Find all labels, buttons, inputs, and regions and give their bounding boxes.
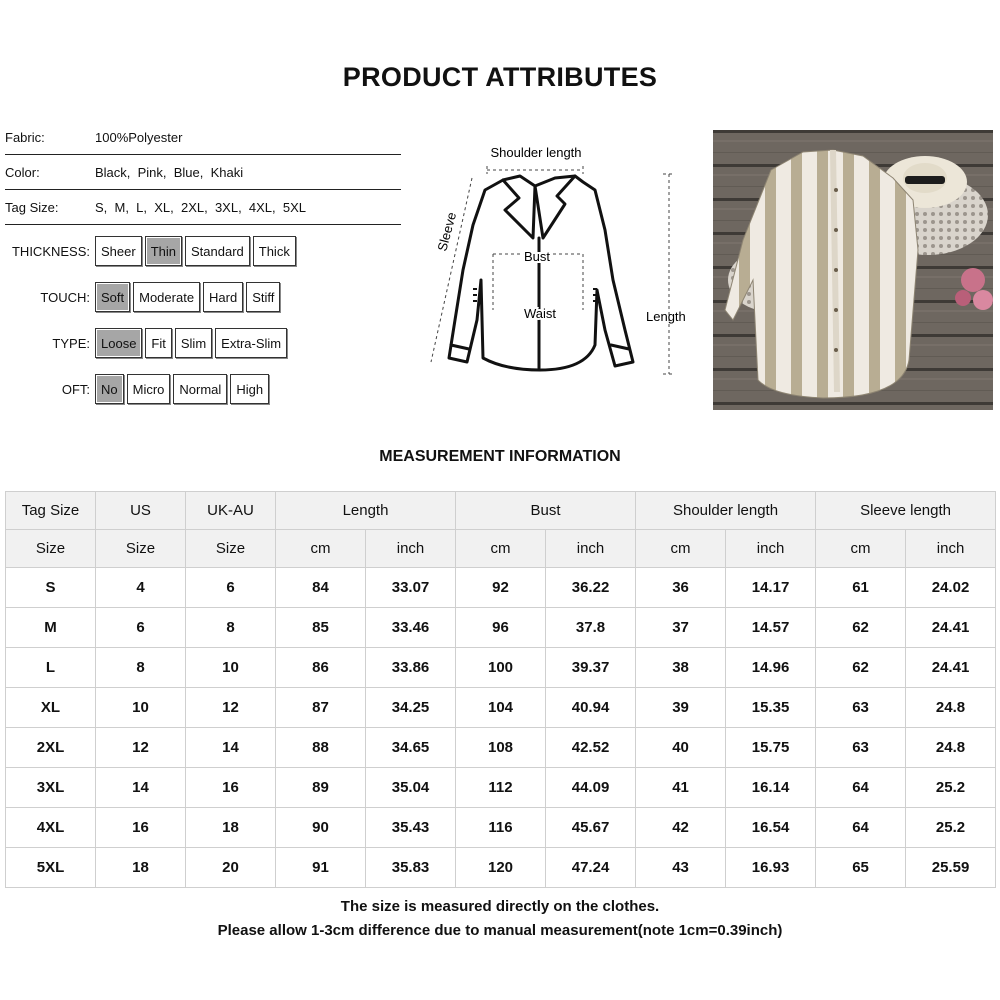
table-cell: 40.94 <box>546 688 636 728</box>
shirt-outline-icon <box>415 130 705 390</box>
table-cell: 24.41 <box>906 608 996 648</box>
table-cell: 33.46 <box>366 608 456 648</box>
table-cell: 20 <box>186 848 276 888</box>
table-row <box>6 568 996 608</box>
header-cell: UK-AU <box>186 492 276 530</box>
table-cell: 85 <box>276 608 366 648</box>
table-row <box>6 848 996 888</box>
table-cell: 87 <box>276 688 366 728</box>
table-cell: 35.83 <box>366 848 456 888</box>
label-sleeve: Sleeve <box>434 210 460 253</box>
page-title: PRODUCT ATTRIBUTES <box>342 62 658 92</box>
subheader-cell: Size <box>186 530 276 568</box>
table-cell: 43 <box>636 848 726 888</box>
table-cell: 89 <box>276 768 366 808</box>
table-subheader-row <box>6 530 996 568</box>
subheader-cell: inch <box>366 530 456 568</box>
scale-label: TOUCH: <box>40 289 90 305</box>
subheader-cell: inch <box>906 530 996 568</box>
table-cell: 4 <box>96 568 186 608</box>
label-bust: Bust <box>523 249 551 264</box>
table-cell: 63 <box>816 728 906 768</box>
table-cell: 16 <box>96 808 186 848</box>
option-extra-slim: Extra-Slim <box>215 328 287 358</box>
table-cell: 64 <box>816 768 906 808</box>
table-cell: 65 <box>816 848 906 888</box>
table-cell: 3XL <box>6 768 96 808</box>
table-row <box>6 608 996 648</box>
table-cell: 14.57 <box>726 608 816 648</box>
table-cell: 12 <box>96 728 186 768</box>
attr-value: 100%Polyester <box>95 129 183 145</box>
subheader-cell: cm <box>456 530 546 568</box>
table-cell: 18 <box>96 848 186 888</box>
table-cell: 35.43 <box>366 808 456 848</box>
table-cell: 24.41 <box>906 648 996 688</box>
scale-label: OFT: <box>61 381 90 397</box>
label-shoulder: Shoulder length <box>490 145 582 160</box>
product-photo <box>713 130 993 410</box>
table-row <box>6 728 996 768</box>
table-cell: 25.2 <box>906 768 996 808</box>
scale-thickness <box>5 236 299 266</box>
option-moderate: Moderate <box>133 282 200 312</box>
label-waist: Waist <box>523 306 557 321</box>
table-cell: 33.07 <box>366 568 456 608</box>
table-cell: L <box>6 648 96 688</box>
table-cell: 14 <box>186 728 276 768</box>
header-cell: Sleeve length <box>816 492 996 530</box>
table-cell: 39 <box>636 688 726 728</box>
table-cell: 25.59 <box>906 848 996 888</box>
table-cell: 18 <box>186 808 276 848</box>
table-cell: 45.67 <box>546 808 636 848</box>
table-cell: 14 <box>96 768 186 808</box>
attr-color <box>5 155 401 190</box>
scale-type <box>5 328 290 358</box>
option-soft: Soft <box>95 282 130 312</box>
table-cell: 62 <box>816 648 906 688</box>
table-cell: 42.52 <box>546 728 636 768</box>
product-photo-image <box>713 130 993 410</box>
note-line-2: Please allow 1-3cm difference due to manual measurement(note 1cm=0.39inch) <box>217 922 783 939</box>
table-cell: 35.04 <box>366 768 456 808</box>
table-row <box>6 648 996 688</box>
option-high: High <box>230 374 269 404</box>
table-cell: 100 <box>456 648 546 688</box>
table-cell: 42 <box>636 808 726 848</box>
table-cell: 90 <box>276 808 366 848</box>
table-body <box>6 568 996 888</box>
option-normal: Normal <box>173 374 227 404</box>
table-cell: 34.65 <box>366 728 456 768</box>
scale-label: TYPE: <box>52 335 90 351</box>
size-chart-table <box>5 491 996 888</box>
table-cell: 37.8 <box>546 608 636 648</box>
table-cell: 15.75 <box>726 728 816 768</box>
table-header-row <box>6 492 996 530</box>
subheader-cell: cm <box>816 530 906 568</box>
option-loose: Loose <box>95 328 142 358</box>
table-cell: 92 <box>456 568 546 608</box>
table-cell: 88 <box>276 728 366 768</box>
table-cell: M <box>6 608 96 648</box>
header-cell: Bust <box>456 492 636 530</box>
table-row <box>6 808 996 848</box>
table-cell: 64 <box>816 808 906 848</box>
scale-label: THICKNESS: <box>11 243 90 259</box>
subheader-cell: cm <box>276 530 366 568</box>
table-cell: S <box>6 568 96 608</box>
table-cell: 36 <box>636 568 726 608</box>
table-cell: 16.54 <box>726 808 816 848</box>
subheader-cell: inch <box>726 530 816 568</box>
table-cell: 14.96 <box>726 648 816 688</box>
label-length: Length <box>646 309 686 324</box>
subheader-cell: Size <box>6 530 96 568</box>
table-cell: 15.35 <box>726 688 816 728</box>
option-slim: Slim <box>175 328 212 358</box>
note-line-1: The size is measured directly on the clothes. <box>340 898 660 915</box>
garment-diagram <box>415 130 705 390</box>
option-no: No <box>95 374 124 404</box>
table-cell: 47.24 <box>546 848 636 888</box>
table-cell: 108 <box>456 728 546 768</box>
table-cell: 5XL <box>6 848 96 888</box>
attr-tag-size <box>5 190 401 225</box>
table-cell: 8 <box>186 608 276 648</box>
table-cell: 10 <box>96 688 186 728</box>
attr-label: Fabric: <box>5 129 45 145</box>
table-cell: 84 <box>276 568 366 608</box>
table-cell: 24.8 <box>906 728 996 768</box>
option-hard: Hard <box>203 282 243 312</box>
table-cell: 4XL <box>6 808 96 848</box>
subheader-cell: inch <box>546 530 636 568</box>
option-stiff: Stiff <box>246 282 280 312</box>
table-cell: 120 <box>456 848 546 888</box>
table-cell: 14.17 <box>726 568 816 608</box>
attr-value: S, M, L, XL, 2XL, 3XL, 4XL, 5XL <box>95 199 307 215</box>
table-cell: 37 <box>636 608 726 648</box>
table-cell: 2XL <box>6 728 96 768</box>
scale-oft <box>5 374 272 404</box>
table-cell: 38 <box>636 648 726 688</box>
table-cell: 96 <box>456 608 546 648</box>
table-cell: 16.14 <box>726 768 816 808</box>
subheader-cell: cm <box>636 530 726 568</box>
subheader-cell: Size <box>96 530 186 568</box>
table-cell: 33.86 <box>366 648 456 688</box>
table-cell: 34.25 <box>366 688 456 728</box>
attr-label: Color: <box>5 164 40 180</box>
attr-label: Tag Size: <box>5 199 59 215</box>
measurement-title: MEASUREMENT INFORMATION <box>379 448 621 465</box>
header-cell: Shoulder length <box>636 492 816 530</box>
table-cell: 63 <box>816 688 906 728</box>
scale-touch <box>5 282 283 312</box>
table-cell: XL <box>6 688 96 728</box>
option-fit: Fit <box>145 328 171 358</box>
table-cell: 62 <box>816 608 906 648</box>
option-thin: Thin <box>145 236 182 266</box>
table-cell: 6 <box>186 568 276 608</box>
table-cell: 36.22 <box>546 568 636 608</box>
table-row <box>6 688 996 728</box>
table-cell: 116 <box>456 808 546 848</box>
table-cell: 39.37 <box>546 648 636 688</box>
table-cell: 25.2 <box>906 808 996 848</box>
header-cell: Tag Size <box>6 492 96 530</box>
table-cell: 24.02 <box>906 568 996 608</box>
table-cell: 112 <box>456 768 546 808</box>
table-cell: 16.93 <box>726 848 816 888</box>
table-cell: 61 <box>816 568 906 608</box>
table-cell: 10 <box>186 648 276 688</box>
table-row <box>6 768 996 808</box>
option-standard: Standard <box>185 236 250 266</box>
attr-value: Black, Pink, Blue, Khaki <box>95 164 244 180</box>
table-cell: 41 <box>636 768 726 808</box>
option-micro: Micro <box>127 374 171 404</box>
option-thick: Thick <box>253 236 296 266</box>
table-cell: 86 <box>276 648 366 688</box>
table-cell: 8 <box>96 648 186 688</box>
table-cell: 40 <box>636 728 726 768</box>
table-cell: 24.8 <box>906 688 996 728</box>
table-cell: 6 <box>96 608 186 648</box>
header-cell: Length <box>276 492 456 530</box>
table-cell: 104 <box>456 688 546 728</box>
table-cell: 91 <box>276 848 366 888</box>
table-cell: 44.09 <box>546 768 636 808</box>
header-cell: US <box>96 492 186 530</box>
table-cell: 16 <box>186 768 276 808</box>
table-cell: 12 <box>186 688 276 728</box>
attr-fabric <box>5 120 401 155</box>
option-sheer: Sheer <box>95 236 142 266</box>
